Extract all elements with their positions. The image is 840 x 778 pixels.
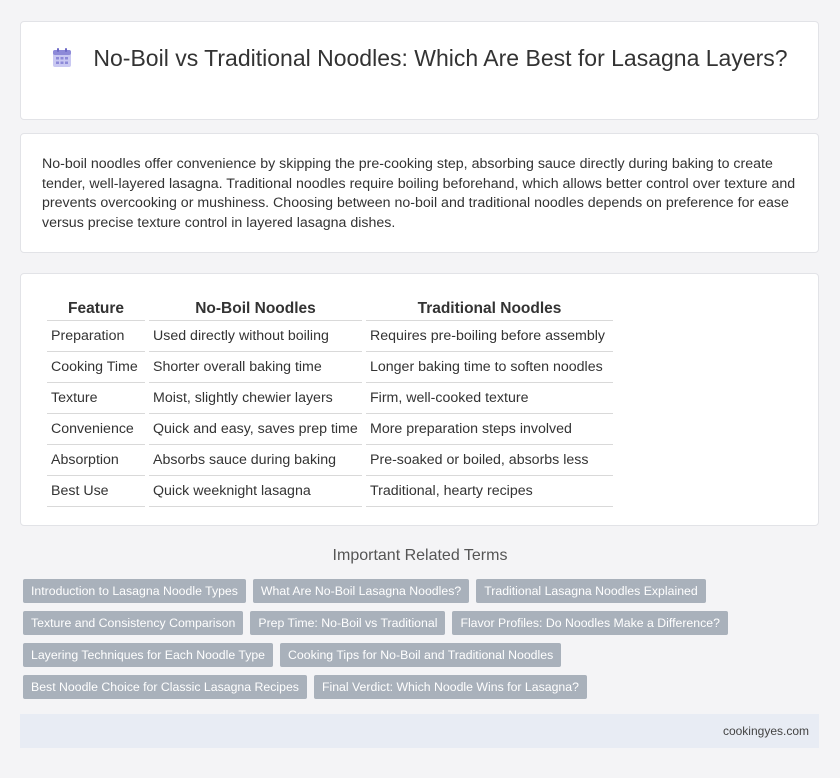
tag-row	[23, 675, 723, 699]
table-cell: Quick and easy, saves prep time	[149, 414, 362, 445]
header-feature: Feature	[47, 296, 145, 321]
comparison-table	[43, 296, 617, 507]
related-term-tag[interactable]: Flavor Profiles: Do Noodles Make a Difference?	[452, 611, 728, 635]
header-no-boil: No-Boil Noodles	[149, 296, 362, 321]
table-cell: Moist, slightly chewier layers	[149, 383, 362, 414]
table-cell: Traditional, hearty recipes	[366, 476, 613, 507]
table-cell: Quick weeknight lasagna	[149, 476, 362, 507]
table-row	[47, 476, 613, 507]
related-term-tag[interactable]: Cooking Tips for No-Boil and Traditional Noodles	[280, 643, 561, 667]
footer-bar	[20, 714, 819, 748]
related-terms-heading: Important Related Terms	[332, 547, 508, 564]
related-terms-list	[23, 579, 723, 707]
table-cell: Used directly without boiling	[149, 321, 362, 352]
tag-row	[23, 579, 723, 603]
related-term-tag[interactable]: Best Noodle Choice for Classic Lasagna Recipes	[23, 675, 307, 699]
related-term-tag[interactable]: What Are No-Boil Lasagna Noodles?	[253, 579, 469, 603]
title-wrap	[21, 44, 818, 73]
related-term-tag[interactable]: Prep Time: No-Boil vs Traditional	[250, 611, 445, 635]
table-row	[47, 352, 613, 383]
table-cell: Longer baking time to soften noodles	[366, 352, 613, 383]
title-card	[20, 21, 819, 120]
tag-row	[23, 643, 723, 667]
related-term-tag[interactable]: Traditional Lasagna Noodles Explained	[476, 579, 706, 603]
table-cell: Convenience	[47, 414, 145, 445]
table-cell: Absorbs sauce during baking	[149, 445, 362, 476]
table-row	[47, 414, 613, 445]
intro-paragraph: No-boil noodles offer convenience by skipping the pre-cooking step, absorbing sauce directly during baking to create tender, well-layered lasagna. Traditional noodles require boiling beforehand, which allows better control over texture and prevents overcooking or mushiness. Choosing between no-boil and traditional noodles depends on preference for ease versus precise texture control in layered lasagna dishes.	[42, 156, 796, 231]
table-cell: Requires pre-boiling before assembly	[366, 321, 613, 352]
table-cell: Best Use	[47, 476, 145, 507]
table-row	[47, 321, 613, 352]
table-cell: Firm, well-cooked texture	[366, 383, 613, 414]
calendar-icon	[51, 47, 73, 69]
header-traditional: Traditional Noodles	[366, 296, 613, 321]
table-header-row	[47, 296, 613, 321]
comparison-card	[20, 273, 819, 526]
intro-card	[20, 133, 819, 253]
table-row	[47, 445, 613, 476]
related-term-tag[interactable]: Introduction to Lasagna Noodle Types	[23, 579, 246, 603]
table-cell: Preparation	[47, 321, 145, 352]
page-title: No-Boil vs Traditional Noodles: Which Are Best for Lasagna Layers?	[93, 45, 788, 71]
related-term-tag[interactable]: Final Verdict: Which Noodle Wins for Lasagna?	[314, 675, 587, 699]
site-credit[interactable]: cookingyes.com	[722, 724, 809, 738]
table-cell: Cooking Time	[47, 352, 145, 383]
table-cell: More preparation steps involved	[366, 414, 613, 445]
related-term-tag[interactable]: Texture and Consistency Comparison	[23, 611, 243, 635]
table-cell: Pre-soaked or boiled, absorbs less	[366, 445, 613, 476]
table-cell: Absorption	[47, 445, 145, 476]
related-term-tag[interactable]: Layering Techniques for Each Noodle Type	[23, 643, 273, 667]
tag-row	[23, 611, 723, 635]
table-row	[47, 383, 613, 414]
table-cell: Shorter overall baking time	[149, 352, 362, 383]
table-cell: Texture	[47, 383, 145, 414]
